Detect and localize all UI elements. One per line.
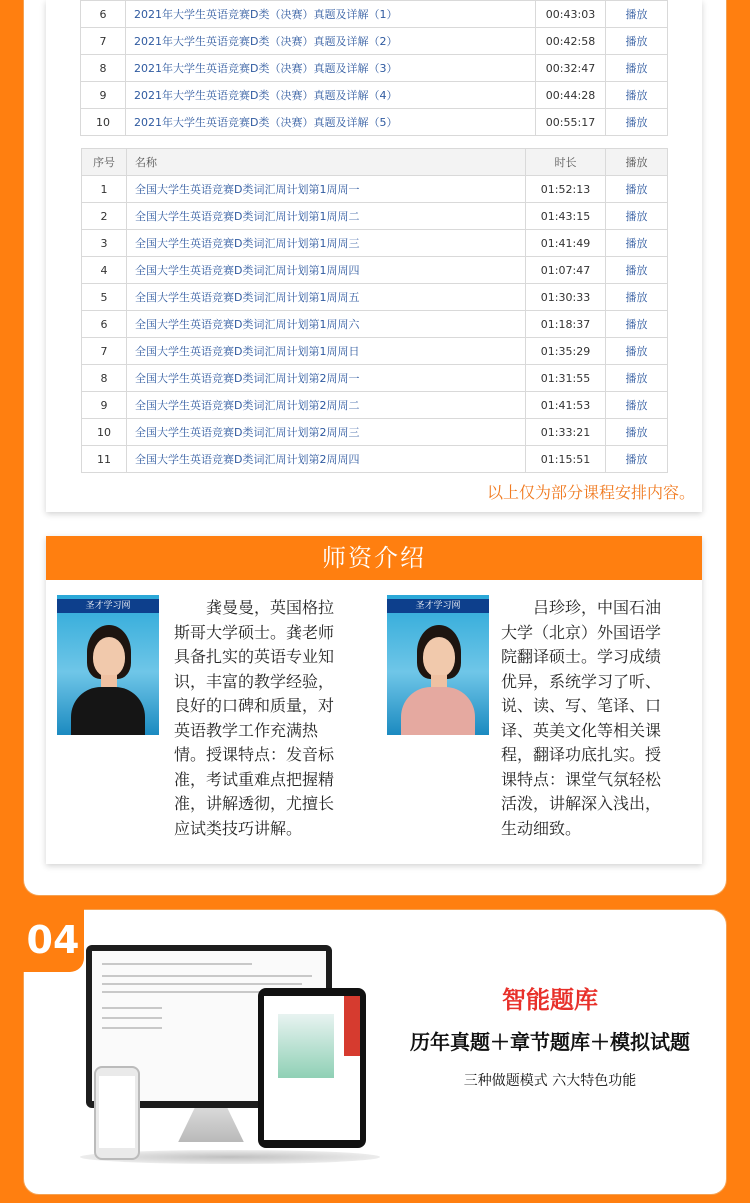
play-link[interactable]: 播放 <box>606 419 668 446</box>
play-link[interactable]: 播放 <box>606 203 668 230</box>
header-no: 序号 <box>82 149 127 176</box>
course-name-link[interactable]: 全国大学生英语竞赛D类词汇周计划第1周周三 <box>127 230 526 257</box>
play-link[interactable]: 播放 <box>606 446 668 473</box>
row-number: 8 <box>82 365 127 392</box>
course-name-link[interactable]: 全国大学生英语竞赛D类词汇周计划第1周周二 <box>127 203 526 230</box>
row-number: 6 <box>82 311 127 338</box>
course-name-link[interactable]: 全国大学生英语竞赛D类词汇周计划第1周周五 <box>127 284 526 311</box>
row-number: 5 <box>82 284 127 311</box>
table-row <box>81 55 668 82</box>
table-row <box>82 365 668 392</box>
course-name-link[interactable]: 2021年大学生英语竞赛D类（决赛）真题及详解（1） <box>126 1 536 28</box>
row-duration: 00:43:03 <box>536 1 606 28</box>
table-row <box>81 1 668 28</box>
row-duration: 01:31:55 <box>526 365 606 392</box>
partial-content-note: 以上仅为部分课程安排内容。 <box>486 483 695 502</box>
play-link[interactable]: 播放 <box>606 311 668 338</box>
teacher-bio-1: 龚曼曼，英国格拉斯哥大学硕士。龚老师具备扎实的英语专业知识，丰富的教学经验，良好的口碑和质量，对英语教学工作充满热情。授课特点：发音标准，考试重难点把握精准，讲解透彻，尤擅长应试类技巧讲解。 <box>174 598 335 838</box>
course-name-link[interactable]: 2021年大学生英语竞赛D类（决赛）真题及详解（2） <box>126 28 536 55</box>
row-number: 3 <box>82 230 127 257</box>
photo-banner: 圣才学习网 <box>57 599 159 613</box>
course-name-link[interactable]: 全国大学生英语竞赛D类词汇周计划第1周周日 <box>127 338 526 365</box>
row-number: 11 <box>82 446 127 473</box>
course-name-link[interactable]: 全国大学生英语竞赛D类词汇周计划第2周周一 <box>127 365 526 392</box>
course-name-link[interactable]: 全国大学生英语竞赛D类词汇周计划第1周周一 <box>127 176 526 203</box>
header-play: 播放 <box>606 149 668 176</box>
row-duration: 00:44:28 <box>536 82 606 109</box>
play-link[interactable]: 播放 <box>606 109 668 136</box>
course-name-link[interactable]: 全国大学生英语竞赛D类词汇周计划第2周周四 <box>127 446 526 473</box>
row-number: 10 <box>82 419 127 446</box>
header-time: 时长 <box>526 149 606 176</box>
course-name-link[interactable]: 2021年大学生英语竞赛D类（决赛）真题及详解（5） <box>126 109 536 136</box>
table-row <box>81 109 668 136</box>
phone-illustration <box>94 1066 140 1160</box>
teacher-section-title: 师资介绍 <box>46 536 702 580</box>
row-duration: 01:15:51 <box>526 446 606 473</box>
row-duration: 01:43:15 <box>526 203 606 230</box>
play-link[interactable]: 播放 <box>606 284 668 311</box>
play-link[interactable]: 播放 <box>606 257 668 284</box>
row-number: 9 <box>82 392 127 419</box>
row-duration: 01:35:29 <box>526 338 606 365</box>
row-number: 1 <box>82 176 127 203</box>
table-row <box>82 446 668 473</box>
tablet-illustration <box>258 988 366 1148</box>
play-link[interactable]: 播放 <box>606 230 668 257</box>
play-link[interactable]: 播放 <box>606 176 668 203</box>
table-row <box>82 419 668 446</box>
feature-subtitle-2: 三种做题模式 六大特色功能 <box>463 1073 637 1089</box>
table-header-row <box>82 149 668 176</box>
header-name: 名称 <box>127 149 526 176</box>
course-name-link[interactable]: 2021年大学生英语竞赛D类（决赛）真题及详解（4） <box>126 82 536 109</box>
play-link[interactable]: 播放 <box>606 55 668 82</box>
teacher-photo-2 <box>387 595 489 735</box>
play-link[interactable]: 播放 <box>606 392 668 419</box>
table-row <box>82 392 668 419</box>
feature-subtitle: 历年真题＋章节题库＋模拟试题 <box>410 1030 690 1054</box>
row-duration: 01:52:13 <box>526 176 606 203</box>
row-number: 10 <box>81 109 126 136</box>
row-number: 2 <box>82 203 127 230</box>
table-row <box>82 203 668 230</box>
course-table-2 <box>81 148 668 473</box>
play-link[interactable]: 播放 <box>606 365 668 392</box>
table-row <box>82 338 668 365</box>
row-duration: 01:33:21 <box>526 419 606 446</box>
section-number-badge: 04 <box>22 908 84 972</box>
row-number: 6 <box>81 1 126 28</box>
photo-banner: 圣才学习网 <box>387 599 489 613</box>
play-link[interactable]: 播放 <box>606 338 668 365</box>
table-row <box>81 82 668 109</box>
row-duration: 01:41:53 <box>526 392 606 419</box>
teacher-bio-2: 吕珍珍，中国石油大学（北京）外国语学院翻译硕士。学习成绩优异，系统学习了听、说、读、写、笔译、口译、英美文化等相关课程，翻译功底扎实。授课特点：课堂气氛轻松活泼，讲解深入浅出，生动细致。 <box>501 598 662 838</box>
row-duration: 01:30:33 <box>526 284 606 311</box>
table-row <box>81 28 668 55</box>
play-link[interactable]: 播放 <box>606 82 668 109</box>
row-number: 4 <box>82 257 127 284</box>
row-duration: 01:18:37 <box>526 311 606 338</box>
row-duration: 01:07:47 <box>526 257 606 284</box>
course-name-link[interactable]: 全国大学生英语竞赛D类词汇周计划第1周周六 <box>127 311 526 338</box>
row-number: 9 <box>81 82 126 109</box>
row-duration: 00:32:47 <box>536 55 606 82</box>
row-duration: 01:41:49 <box>526 230 606 257</box>
course-name-link[interactable]: 全国大学生英语竞赛D类词汇周计划第2周周二 <box>127 392 526 419</box>
course-name-link[interactable]: 全国大学生英语竞赛D类词汇周计划第2周周三 <box>127 419 526 446</box>
play-link[interactable]: 播放 <box>606 28 668 55</box>
row-duration: 00:42:58 <box>536 28 606 55</box>
table-row <box>82 230 668 257</box>
table-row <box>82 284 668 311</box>
row-number: 7 <box>82 338 127 365</box>
feature-title: 智能题库 <box>502 986 598 1014</box>
teacher-panel <box>46 536 702 864</box>
course-table-1 <box>80 0 668 136</box>
course-name-link[interactable]: 2021年大学生英语竞赛D类（决赛）真题及详解（3） <box>126 55 536 82</box>
table-row <box>82 311 668 338</box>
table-row <box>82 176 668 203</box>
play-link[interactable]: 播放 <box>606 1 668 28</box>
table-row <box>82 257 668 284</box>
teacher-photo-1 <box>57 595 159 735</box>
row-number: 7 <box>81 28 126 55</box>
row-number: 8 <box>81 55 126 82</box>
course-name-link[interactable]: 全国大学生英语竞赛D类词汇周计划第1周周四 <box>127 257 526 284</box>
row-duration: 00:55:17 <box>536 109 606 136</box>
